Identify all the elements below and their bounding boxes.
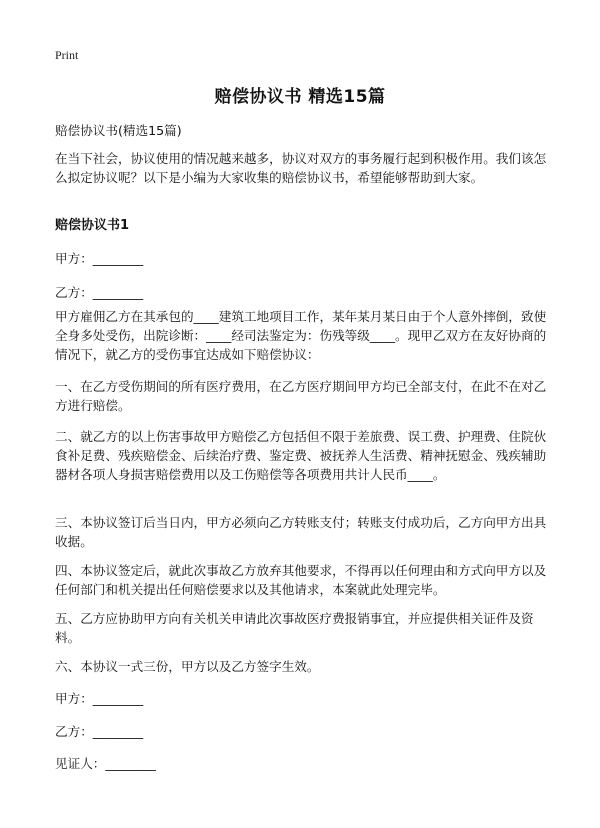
clause-4: 四、本协议签定后，就此次事故乙方放弃其他要求，不得再以任何理由和方式向甲方以及任何部门和机关提出任何赔偿要求以及其他请求，本案就此处理完毕。: [55, 563, 547, 597]
clause-1: 一、在乙方受伤期间的所有医疗费用，在乙方医疗期间甲方均已全部支付，在此不在对乙方进行赔偿。: [55, 379, 547, 413]
page-title: 赔偿协议书 精选15篇: [214, 87, 386, 107]
clause-5: 五、乙方应协助甲方向有关机关申请此次事故医疗费报销事宜，并应提供相关证件及资料。: [55, 611, 534, 645]
clause-6: 六、本协议一式三份，甲方以及乙方签字生效。: [55, 659, 320, 674]
signature-party-b: 乙方：________: [55, 724, 144, 739]
party-a-line: 甲方：________: [55, 251, 144, 266]
intro-paragraph: 在当下社会，协议使用的情况越来越多，协议对双方的事务履行起到积极作用。我们该怎么拟定协议呢？以下是小编为大家收集的赔偿协议书，希望能够帮助到大家。: [55, 151, 547, 185]
party-b-line: 乙方：________: [55, 285, 144, 300]
clause-2: 二、就乙方的以上伤害事故甲方赔偿乙方包括但不限于差旅费、误工费、护理费、住院伙食补足费、残疾赔偿金、后续治疗费、鉴定费、被抚养人生活费、精神抚慰金、残疾辅助器材各项人身损害赔偿费用以及工伤赔偿等各项费用共计人民币____。: [55, 429, 547, 482]
print-link[interactable]: Print: [55, 48, 79, 62]
signature-witness: 见证人：________: [55, 756, 156, 771]
section-heading: 赔偿协议书1: [55, 218, 130, 233]
clause-3: 三、本协议签订后当日内，甲方必须向乙方转账支付；转账支付成功后，乙方向甲方出具收据。: [55, 515, 547, 549]
document-subtitle: 赔偿协议书(精选15篇): [55, 123, 182, 138]
main-paragraph: 甲方雇佣乙方在其承包的____建筑工地项目工作，某年某月某日由于个人意外摔倒，致使全身多处受伤，出院诊断：____经司法鉴定为：伤残等级____。现甲乙双方在友好协商的 情况下，就乙方的受伤事宜达成如下赔偿协议：: [55, 309, 547, 362]
signature-party-a: 甲方：________: [55, 691, 144, 706]
